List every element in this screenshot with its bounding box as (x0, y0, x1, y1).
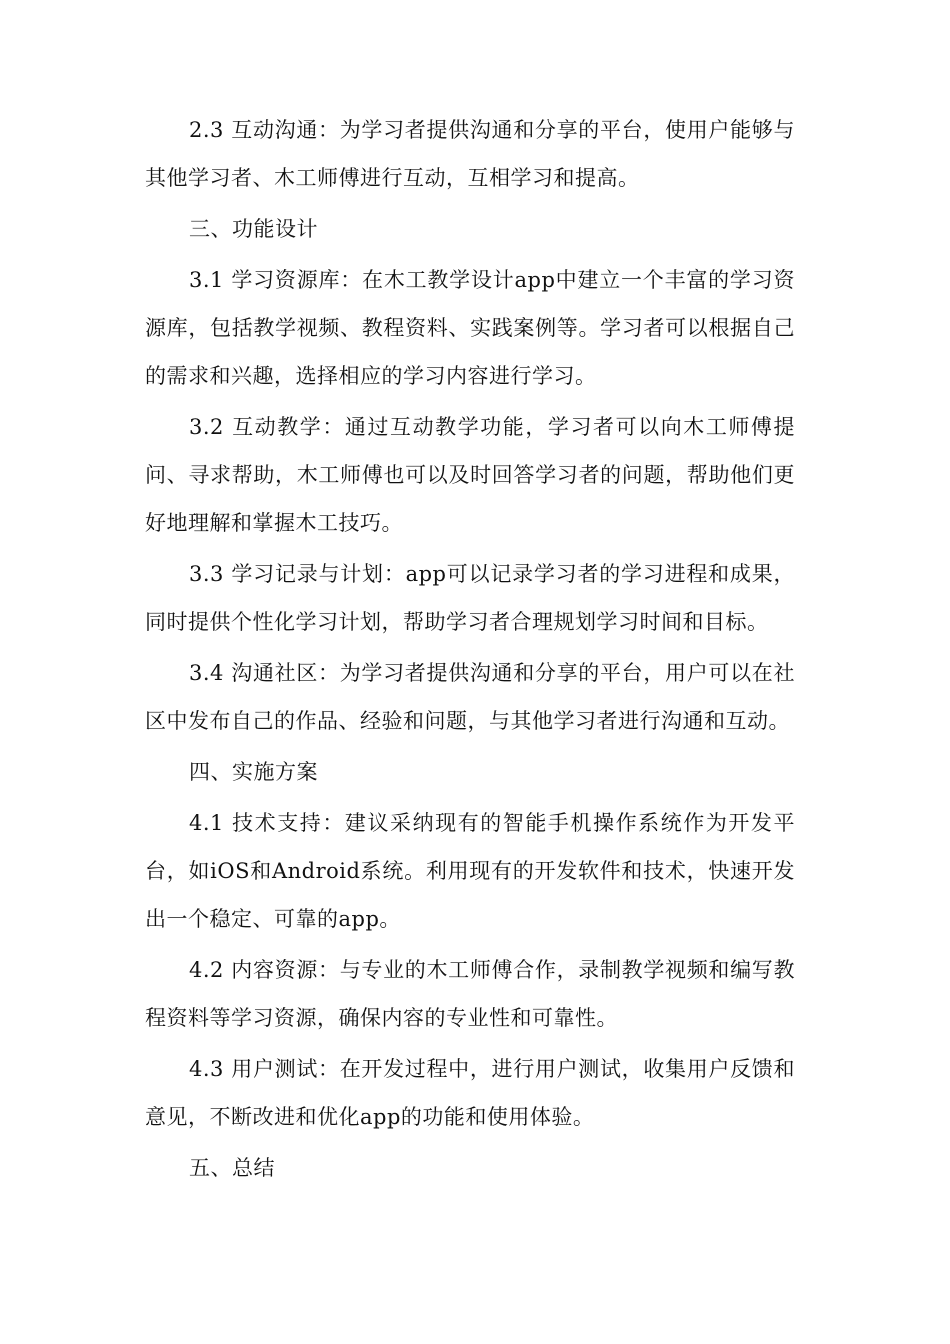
paragraph-4-1: 4.1 技术支持：建议采纳现有的智能手机操作系统作为开发平台，如iOS和Android系统。利用现有的开发软件和技术，快速开发出一个稳定、可靠的app。 (145, 811, 795, 931)
paragraph-3-4: 3.4 沟通社区：为学习者提供沟通和分享的平台，用户可以在社区中发布自己的作品、经验和问题，与其他学习者进行沟通和互动。 (145, 661, 795, 733)
paragraph-4-3: 4.3 用户测试：在开发过程中，进行用户测试，收集用户反馈和意见，不断改进和优化app的功能和使用体验。 (145, 1057, 795, 1129)
paragraph-3-1: 3.1 学习资源库：在木工教学设计app中建立一个丰富的学习资源库，包括教学视频、教程资料、实践案例等。学习者可以根据自己的需求和兴趣，选择相应的学习内容进行学习。 (145, 268, 795, 388)
paragraph-3-2: 3.2 互动教学：通过互动教学功能，学习者可以向木工师傅提问、寻求帮助，木工师傅也可以及时回答学习者的问题，帮助他们更好地理解和掌握木工技巧。 (145, 415, 795, 535)
paragraph-2-3: 2.3 互动沟通：为学习者提供沟通和分享的平台，使用户能够与其他学习者、木工师傅进行互动，互相学习和提高。 (145, 118, 795, 190)
section-heading-5: 五、总结 (189, 1156, 275, 1180)
section-heading-4: 四、实施方案 (189, 760, 318, 784)
paragraph-3-3: 3.3 学习记录与计划：app可以记录学习者的学习进程和成果，同时提供个性化学习计划，帮助学习者合理规划学习时间和目标。 (145, 562, 795, 634)
paragraph-4-2: 4.2 内容资源：与专业的木工师傅合作，录制教学视频和编写教程资料等学习资源，确保内容的专业性和可靠性。 (145, 958, 795, 1030)
document-body (145, 106, 795, 1192)
section-heading-3: 三、功能设计 (189, 217, 318, 241)
